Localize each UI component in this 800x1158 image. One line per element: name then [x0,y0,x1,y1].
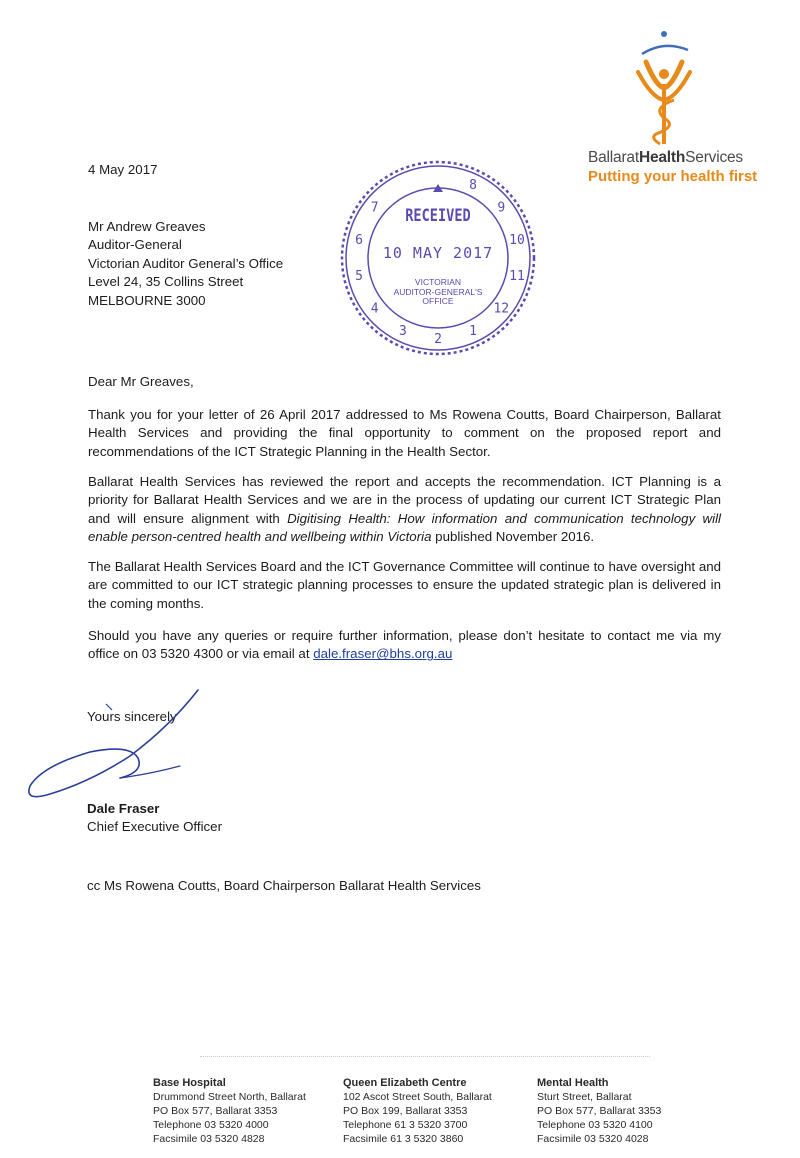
footer-line: PO Box 577, Ballarat 3353 [153,1105,278,1117]
paragraph-2-start: Ballarat Health Services has reviewed the report and accepts the recommendation. ICT Planning is a priority for Ballarat Health Services and we are in the process of updating our current ICT Strategic Plan and will ensure alignment with [88,474,721,526]
stamp-org [388,278,488,307]
footer-divider [200,1056,650,1058]
letterhead-tagline: Putting your health first [588,168,758,185]
ballarat-health-caduceus-logo-icon [612,28,730,160]
footer-line: Drummond Street North, Ballarat [153,1091,306,1103]
stamp-dial-number: 2 [434,332,442,347]
letterhead-org-name [588,149,743,167]
body-paragraph-2 [88,473,721,547]
recipient-street: Level 24, 35 Collins Street [88,274,244,290]
stamp-date: 10 MAY 2017 [382,244,494,262]
paragraph-2-end: published November 2016. [431,529,595,545]
stamp-org-line3: OFFICE [422,296,454,306]
paragraph-4-start: Should you have any queries or require further information, please don’t hesitate to contact me via my office on 03 5320 4300 or via email at [88,628,721,662]
report-title-italic: Digitising Health: How information and communication technology will enable person-centred health and wellbeing within Victoria [88,510,721,545]
stamp-dial-number: 9 [497,200,506,216]
stamp-dial-number: 8 [469,178,478,193]
org-name-part3: Services [685,149,743,166]
email-link[interactable]: dale.fraser@bhs.org.au [313,646,453,662]
stamp-dial-number: 5 [355,269,363,284]
footer-line: PO Box 577, Ballarat 3353 [537,1105,662,1117]
stamp-dial-number: 7 [370,200,379,216]
footer-line: PO Box 199, Ballarat 3353 [343,1105,468,1117]
stamp-dial-number: 12 [493,301,510,317]
footer-line: 102 Ascot Street South, Ballarat [343,1091,492,1103]
org-name-part2: Health [638,149,686,166]
footer-line: Facsimile 03 5320 4828 [153,1133,265,1145]
stamp-received-label: RECEIVED [405,206,471,226]
salutation: Dear Mr Greaves, [88,374,194,389]
body-paragraph-1: Thank you for your letter of 26 April 2017 addressed to Ms Rowena Coutts, Board Chairperson, Ballarat Health Services and providing the final opportunity to comment on the proposed report and recommendations of the ICT Strategic Planning in the Health Sector. [88,407,721,459]
footer-line: Telephone 61 3 5320 3700 [343,1119,468,1131]
recipient-city: MELBOURNE 3000 [88,292,206,308]
footer-mental-health [537,1076,661,1146]
body-paragraph-4 [88,627,721,664]
footer-line: Sturt Street, Ballarat [537,1091,632,1103]
stamp-dial-number: 11 [509,269,525,284]
letter-date: 4 May 2017 [88,162,158,177]
stamp-dial-number: 3 [398,324,407,339]
recipient-address [88,218,283,310]
org-name-part1: Ballarat [588,149,639,166]
stamp-dial-number: 1 [469,324,478,339]
footer-base-hospital [153,1076,306,1146]
signatory-title: Chief Executive Officer [87,819,222,834]
recipient-office: Victorian Auditor General’s Office [88,255,284,271]
recipient-name: Mr Andrew Greaves [88,219,206,234]
stamp-dial-number: 10 [509,233,525,248]
footer-line: Telephone 03 5320 4100 [537,1119,653,1131]
stamp-org-line2: AUDITOR-GENERAL'S [393,286,483,297]
recipient-title: Auditor-General [88,237,182,253]
footer-heading: Mental Health [537,1077,609,1089]
footer-line: Telephone 03 5320 4000 [153,1119,269,1131]
footer-line: Facsimile 03 5320 4028 [537,1133,649,1145]
stamp-org-line1: VICTORIAN [414,277,462,287]
body-paragraph-3: The Ballarat Health Services Board and the ICT Governance Committee will continue to have oversight and are committed to our ICT strategic planning processes to ensure the updated strategic plan is delivered in the coming months. [88,559,721,611]
closing: Yours sincerely [87,709,177,724]
footer-heading: Queen Elizabeth Centre [343,1077,467,1089]
signatory-name: Dale Fraser [87,801,160,816]
footer-queen-elizabeth-centre [343,1076,492,1146]
footer-heading: Base Hospital [153,1077,226,1089]
footer-line: Facsimile 61 3 5320 3860 [343,1133,464,1145]
stamp-dial-number: 4 [370,301,379,317]
cc-line: cc Ms Rowena Coutts, Board Chairperson Ballarat Health Services [87,878,481,893]
stamp-dial-number: 6 [355,233,363,248]
